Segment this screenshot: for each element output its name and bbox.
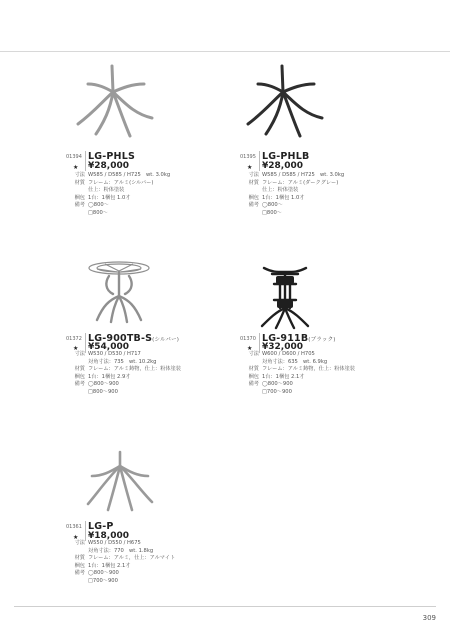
spec-value: フレーム：アルミ鋳物，仕上：粉体塗装 (88, 366, 181, 372)
star-icon: ★ (73, 534, 79, 541)
spec-row (63, 540, 175, 548)
spec-label: 寸法 (248, 172, 259, 178)
product-name: LG-PHLB (262, 151, 310, 162)
spec-label: 寸法 (74, 172, 85, 178)
spec-row (237, 351, 355, 359)
product-name-suffix: (ブラック) (308, 337, 336, 343)
divider (85, 521, 86, 541)
spec-value: フレーム：アルミ(ダークグレー) (262, 179, 339, 186)
spec-value: W585 / D585 / H725 wt. 3.0kg (262, 172, 345, 178)
spec-value: □700〜900 (262, 388, 292, 395)
spec-value: 1台：1梱包 2.9才 (88, 373, 131, 380)
spec-row (63, 555, 175, 563)
spec-label: 材質 (74, 555, 85, 561)
spec-value: W600 / D600 / H705 (262, 351, 315, 357)
spec-label (63, 578, 88, 586)
spec-label: 梱包 (74, 373, 85, 380)
spec-value: W550 / D550 / H675 (88, 540, 141, 546)
spec-label: 備考 (248, 202, 259, 208)
spec-value: ◯800〜900 (88, 381, 119, 387)
product-price: ¥28,000 (88, 161, 129, 171)
spec-label: 梱包 (74, 562, 85, 569)
spec-value: 1台：1梱包 2.1才 (88, 562, 131, 569)
spec-value: 対角寸法：735 wt. 10.2kg (88, 358, 157, 365)
spec-row (237, 381, 355, 389)
product-price: ¥54,000 (88, 342, 129, 352)
spec-value: フレーム：アルミ鋳物，仕上：粉体塗装 (262, 366, 355, 372)
spec-label (63, 548, 88, 556)
spec-row (237, 389, 355, 397)
product-name: LG-P (88, 521, 114, 532)
spec-value: ◯800〜900 (262, 381, 293, 387)
product-lg-p (0, 0, 225, 600)
spec-label: 梱包 (74, 194, 85, 201)
spec-label: 材質 (74, 179, 85, 186)
footer-rule (14, 606, 436, 607)
spec-row (63, 563, 175, 571)
product-code: 01361 (66, 524, 82, 530)
spec-label: 材質 (248, 366, 259, 372)
spec-value: 1台：1梱包 2.1才 (262, 373, 305, 380)
spec-value: W585 / D585 / H725 wt. 3.0kg (88, 172, 171, 178)
spec-value: 対角寸法：770 wt. 1.8kg (88, 547, 154, 554)
spec-label: 寸法 (74, 351, 85, 357)
spec-value: フレーム：アルミ(シルバー) (88, 179, 154, 186)
product-code: 01370 (240, 336, 256, 342)
spec-value: 仕上：粉体塗装 (88, 187, 125, 193)
divider (259, 333, 260, 353)
spec-value: □700〜900 (88, 577, 118, 584)
table-base-p-image (80, 446, 160, 516)
spec-label: 備考 (74, 570, 85, 576)
product-name-text: LG-900TB-S (88, 333, 153, 344)
spec-value: □800〜 (88, 209, 108, 216)
spec-row (237, 366, 355, 374)
star-icon: ★ (73, 345, 79, 352)
product-price: ¥32,000 (262, 342, 303, 352)
spec-value: 対角寸法：635 wt. 6.9kg (262, 358, 328, 365)
star-icon: ★ (73, 164, 79, 171)
product-name-suffix: (シルバー) (152, 337, 180, 343)
spec-row (237, 359, 355, 367)
product-code: 01395 (240, 154, 256, 160)
product-name-text: LG-911B (262, 333, 309, 344)
spec-row (63, 548, 175, 556)
spec-label: 備考 (74, 202, 85, 208)
spec-value: 1台：1梱包 1.0才 (88, 194, 131, 201)
product-price: ¥18,000 (88, 531, 129, 541)
spec-label: 梱包 (248, 373, 259, 380)
star-icon: ★ (247, 164, 253, 171)
product-name: LG-PHLS (88, 151, 136, 162)
spec-label: 材質 (248, 179, 259, 186)
product-code: 01372 (66, 336, 82, 342)
table-base-911b-image (250, 262, 320, 332)
page-number: 309 (422, 614, 436, 622)
product-price: ¥28,000 (262, 161, 303, 171)
spec-list (237, 351, 355, 396)
spec-label: 材質 (74, 366, 85, 372)
spec-label: 寸法 (74, 540, 85, 546)
spec-value: ◯800〜900 (88, 570, 119, 576)
spec-value: フレーム：アルミ，仕上：アルマイト (88, 555, 176, 561)
spec-row (63, 570, 175, 578)
spec-label: 寸法 (248, 351, 259, 357)
spec-value: W530 / D530 / H717 (88, 351, 141, 357)
spec-label (237, 359, 262, 367)
spec-label: 備考 (74, 381, 85, 387)
spec-label: 備考 (248, 381, 259, 387)
spec-value: □800〜900 (88, 388, 118, 395)
spec-row (237, 374, 355, 382)
spec-value: 仕上：粉体塗装 (262, 187, 299, 193)
spec-value: ◯800〜 (88, 202, 109, 208)
spec-value: 1台：1梱包 1.0才 (262, 194, 305, 201)
spec-value: □800〜 (262, 209, 282, 216)
product-code: 01394 (66, 154, 82, 160)
spec-list (63, 540, 175, 585)
spec-label (237, 389, 262, 397)
spec-value: ◯800〜 (262, 202, 283, 208)
spec-label: 梱包 (248, 194, 259, 201)
spec-row (63, 578, 175, 586)
star-icon: ★ (247, 345, 253, 352)
